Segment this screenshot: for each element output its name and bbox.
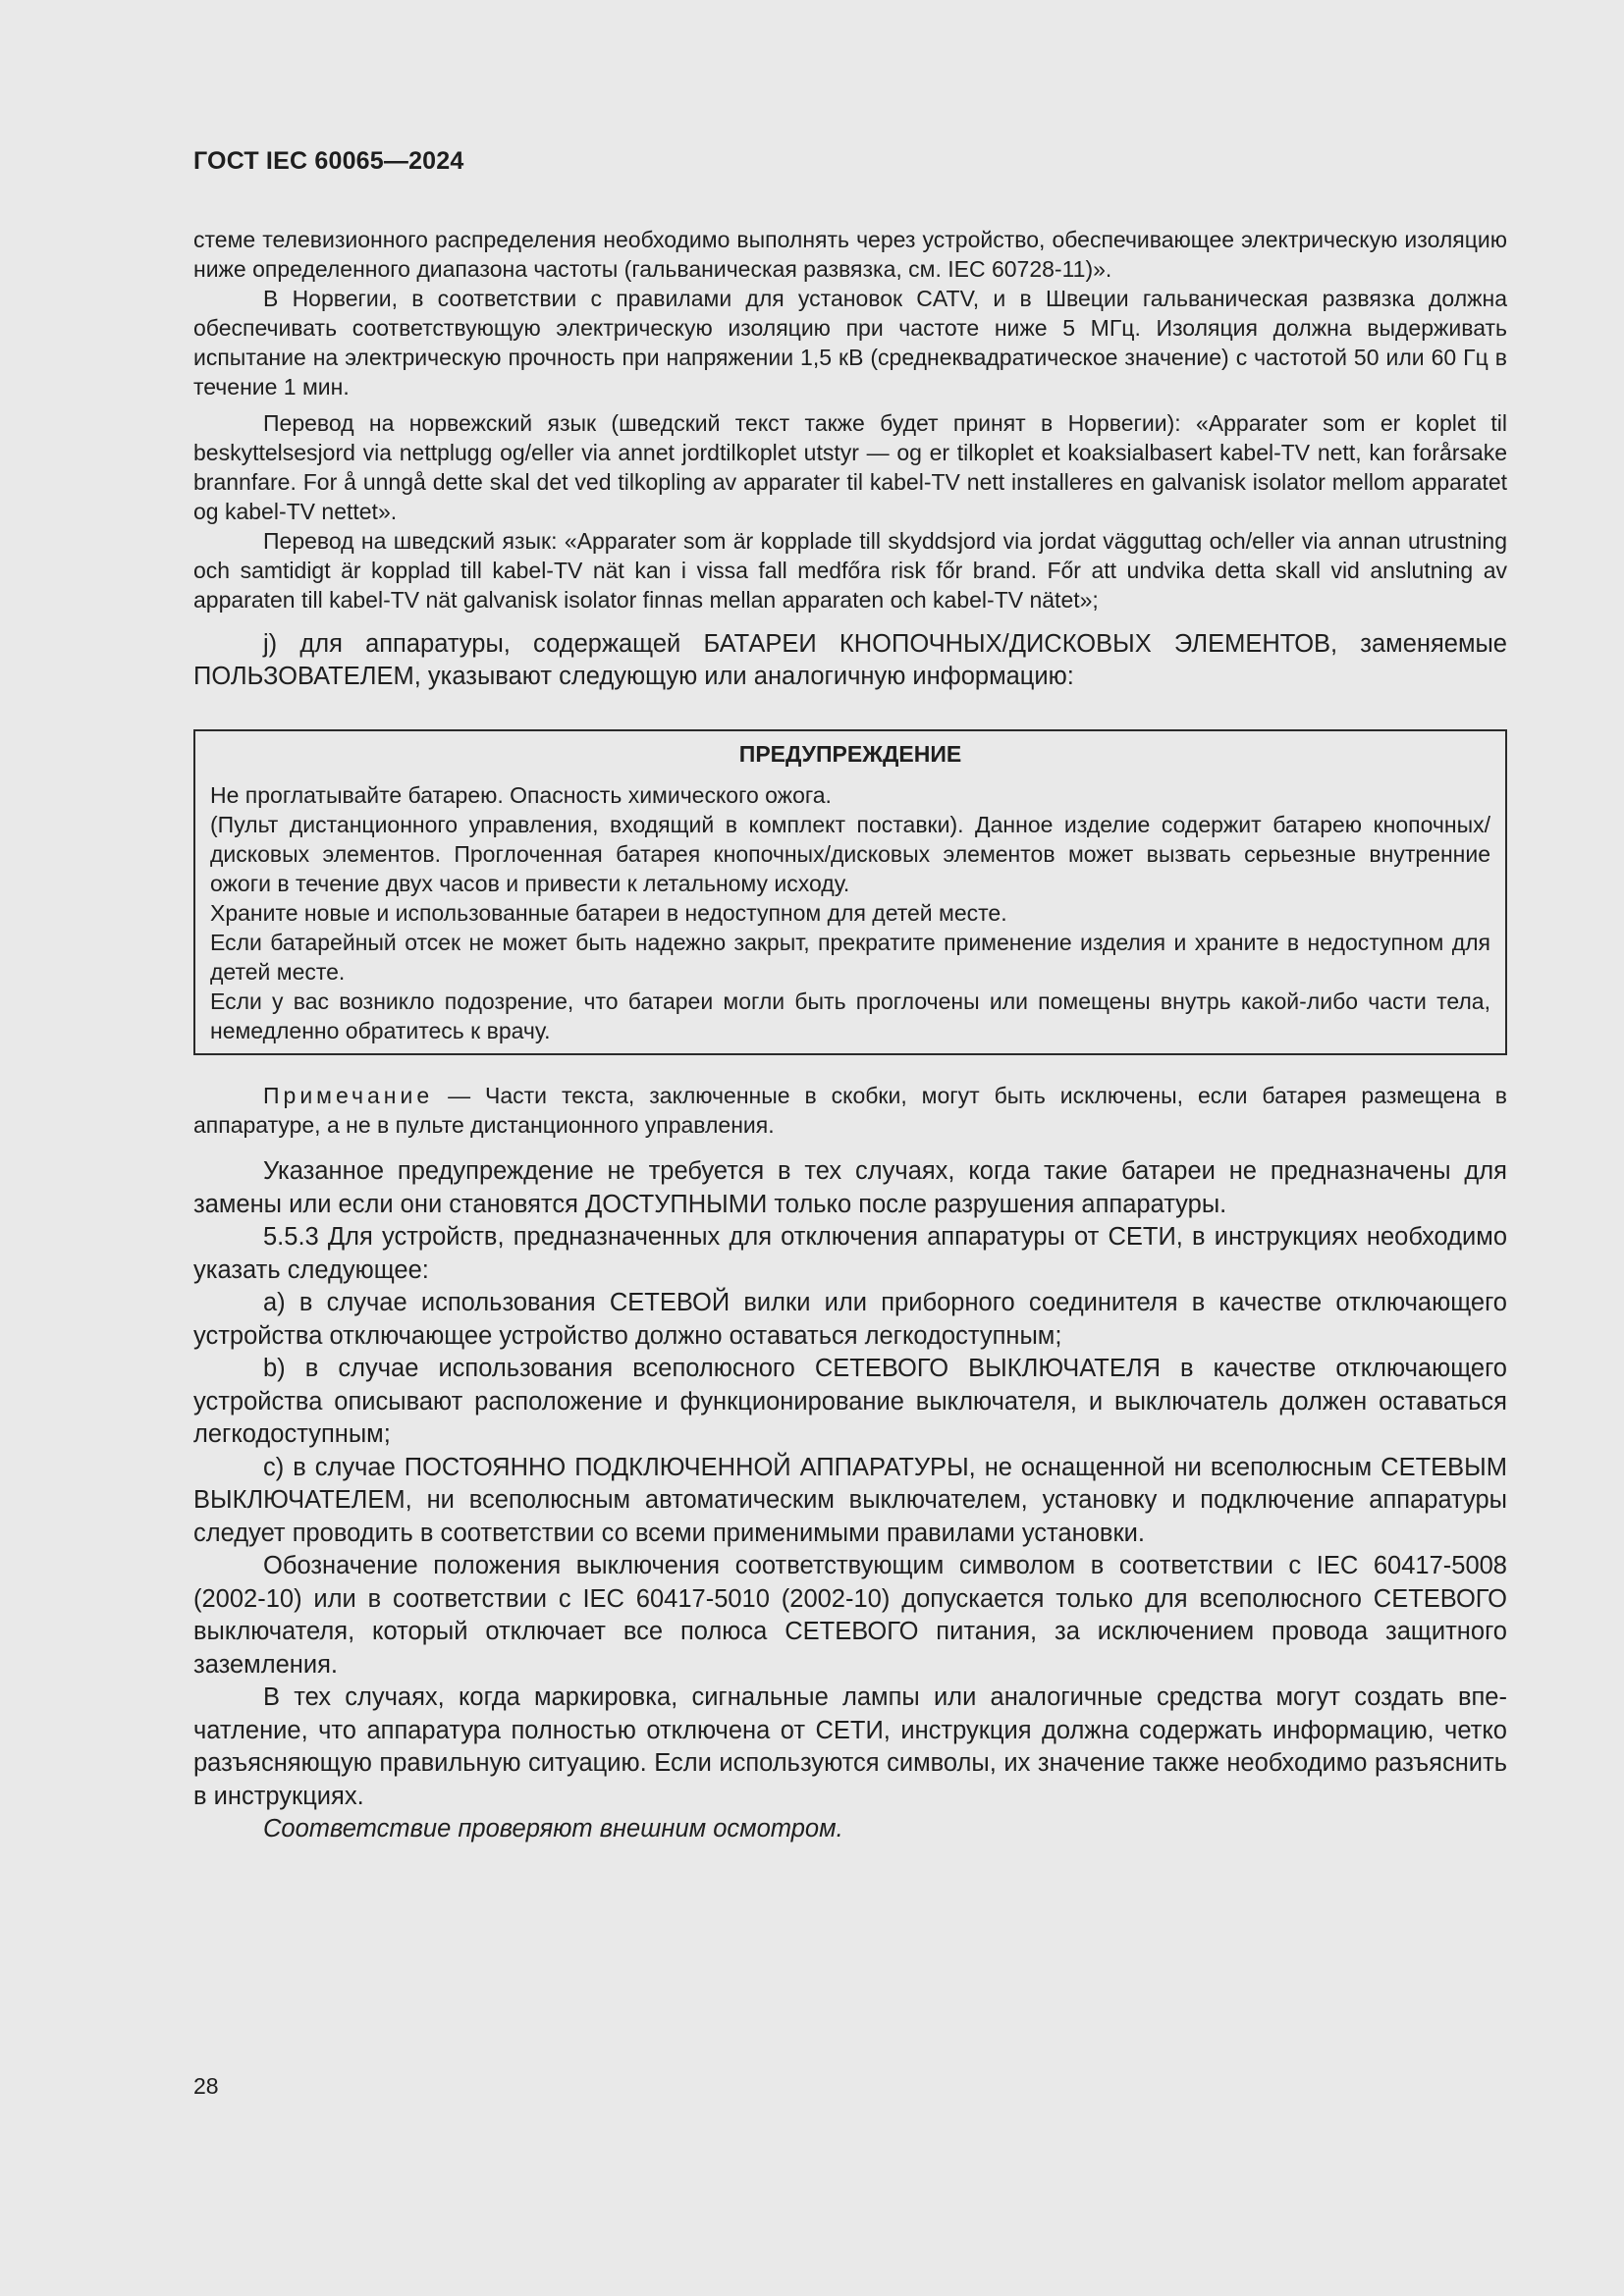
warning-line: Не проглатывайте батарею. Опасность химического ожога.: [210, 782, 832, 808]
warning-line: Храните новые и использованные батареи в недоступном для детей месте.: [210, 900, 1007, 926]
warning-line: Если у вас возникло подозрение, что батареи могли быть проглочены или помещены внутрь какой-либо части тела, немедленно обратитесь к врачу.: [210, 988, 1490, 1043]
paragraph-norwegian-translation: Перевод на норвежский язык (шведский текст также будет принят в Норвегии): «Apparater som er koplet til beskyttelsesjord via nettplugg og/eller via annet jordtilkoplet utstyr — og er tilkoplet et koaksialbasert kabel-TV nett, kan forårsake brannfare. For å unngå dette skal det ved tilkopling av apparater til kabel-TV nett installeres en galvanisk isolator mellom apparatet og kabel-TV nettet».: [193, 410, 1507, 524]
document-header: ГОСТ IEC 60065—2024: [193, 147, 464, 175]
intro-section: [193, 225, 1507, 614]
warning-line: (Пульт дистанционного управления, входящий в комплект поставки). Данное изделие содержит батарею кнопочных/дисковых элементов. Проглоченная батарея кнопочных/дисковых элементов может вызвать серьезные внутренние ожоги в течение двух часов и привести к летальному исходу.: [210, 812, 1490, 896]
list-item-b: b) в случае использования всеполюсного СЕТЕВОГО ВЫКЛЮЧАТЕЛЯ в качестве отключающего устройства описывают расположение и функционирование выключателя, и выключатель должен оставаться легкодоступным;: [193, 1355, 1507, 1448]
list-item-c: c) в случае ПОСТОЯННО ПОДКЛЮЧЕННОЙ АППАРАТУРЫ, не оснащенной ни всеполюсным СЕТЕВЫМ ВЫКЛЮЧАТЕЛЕМ, ни всеполюсным автоматическим выключателем, установку и подключение аппаратуры следует проводить в соответствии со всеми применимыми правилами установки.: [193, 1453, 1507, 1547]
list-item-j: j) для аппаратуры, содержащей БАТАРЕИ КНОПОЧНЫХ/ДИСКОВЫХ ЭЛЕМЕНТОВ, заменяемые ПОЛЬЗОВАТЕЛЕМ, указывают следующую или аналогичную информацию:: [193, 630, 1507, 690]
warning-box: [193, 729, 1507, 1055]
note: [193, 1081, 1507, 1140]
warning-title: ПРЕДУПРЕЖДЕНИЕ: [738, 741, 962, 767]
paragraph-warning-not-required: Указанное предупреждение не требуется в тех случаях, когда такие батареи не предназначены для замены или если они становятся ДОСТУПНЫМИ только после разрушения аппаратуры.: [193, 1157, 1507, 1218]
paragraph-indicator-lamps: В тех случаях, когда маркировка, сигнальные лампы или аналогичные средства могут создать впечатление, что аппаратура полностью отключена от СЕТИ, инструкция должна содержать информацию, четко разъясняющую правильную ситуацию. Если используются символы, их значение также необходимо разъяснить в инструкциях.: [193, 1683, 1507, 1810]
body-section: [193, 1155, 1507, 1846]
page-number: 28: [193, 2073, 219, 2099]
conformity-statement: Соответствие проверяют внешним осмотром.: [263, 1815, 843, 1842]
paragraph-swedish-translation: Перевод на шведский язык: «Apparater som är kopplade till skyddsjord via jordat vägguttag och/eller via annan utrustning och samtidigt är kopplad till kabel-TV nät kan i vissa fall medfőra risk főr brand. Főr att undvika detta skall vid anslutning av apparaten till kabel-TV nät galvanisk isolator finnas mellan apparaten och kabel-TV nätet»;: [193, 528, 1507, 613]
list-item-a: a) в случае использования СЕТЕВОЙ вилки или приборного соединителя в качестве отключающего устройства отключающее устройство должно оставаться легкодоступным;: [193, 1289, 1507, 1350]
clause-5-5-3: 5.5.3 Для устройств, предназначенных для отключения аппаратуры от СЕТИ, в инструкциях необходимо указать следующее:: [193, 1223, 1507, 1284]
note-text: — Части текста, заключенные в скобки, могут быть исключены, если батарея размещена в аппаратуре, а не в пульте дистанционного управления.: [193, 1083, 1507, 1138]
note-label: Примечание: [263, 1083, 434, 1108]
paragraph-continuation: стеме телевизионного распределения необходимо выполнять через устройство, обеспечивающее электрическую изоляцию ниже определенного диапазона частоты (гальваническая развязка, см. IEC 60728-11)».: [193, 227, 1507, 282]
page-content: [193, 225, 1507, 1846]
warning-line: Если батарейный отсек не может быть надежно закрыт, прекратите применение изделия и храните в недоступном для детей месте.: [210, 930, 1490, 985]
paragraph-off-position-symbol: Обозначение положения выключения соответствующим символом в соответствии с IEC 60417-5008 (2002-10) или в соответствии с IEC 60417-5010 (2002-10) допускается только для всеполюсного СЕТЕВОГО выключателя, который отключает все полюса СЕТЕВОГО питания, за исключением провода защитного заземления.: [193, 1552, 1507, 1679]
paragraph-norway-sweden: В Норвегии, в соответствии с правилами для установок CATV, и в Швеции гальваническая развязка должна обеспечивать соответствующую электрическую изоляцию при частоте ниже 5 МГц. Изоляция должна выдерживать испытание на электрическую прочность при напряжении 1,5 кВ (среднеквадратическое значение) с частотой 50 или 60 Гц в течение 1 мин.: [193, 286, 1507, 400]
